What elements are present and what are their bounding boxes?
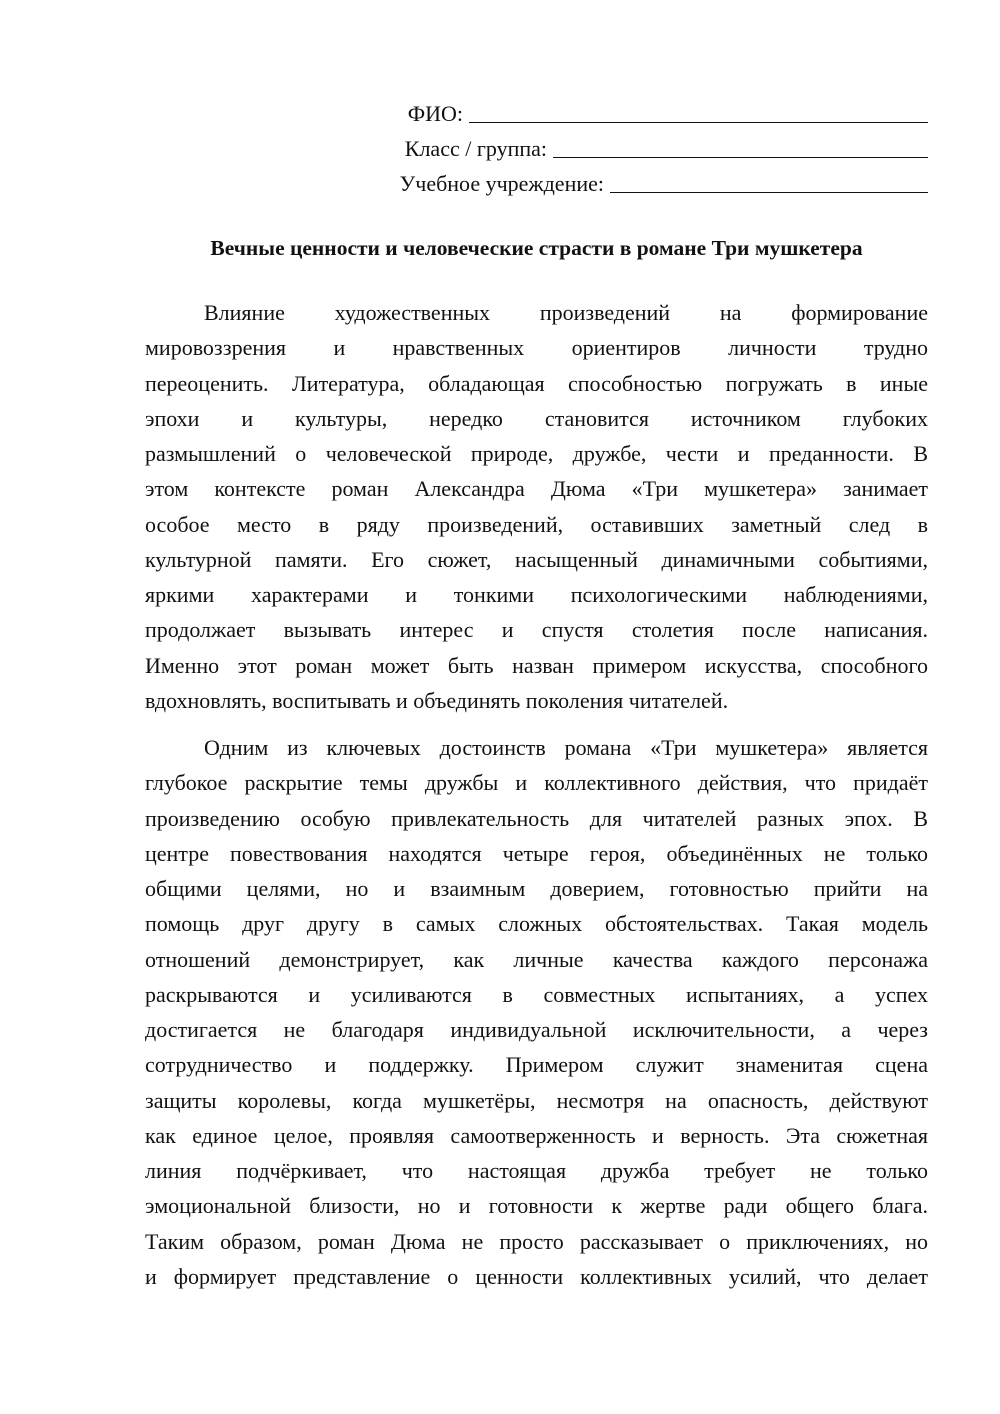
text-line: эпохи и культуры, нередко становится источником глубоких: [145, 405, 928, 431]
school-label: Учебное учреждение:: [399, 171, 604, 196]
text-line: эмоциональной близости, но и готовности к жертве ради общего блага.: [145, 1193, 928, 1219]
text-line: линия подчёркивает, что настоящая дружба требует не только: [145, 1158, 928, 1183]
text-line: помощь друг другу в самых сложных обстоятельствах. Такая модель: [145, 911, 928, 937]
text-line: Влияние художественных произведений на формирование: [204, 300, 928, 325]
text-line: центре повествования находятся четыре героя, объединённых не только: [145, 840, 928, 866]
text-line: культурной памяти. Его сюжет, насыщенный динамичными событиями,: [145, 546, 928, 572]
text-line: Таким образом, роман Дюма не просто рассказывает о приключениях, но: [145, 1228, 928, 1254]
text-line: размышлений о человеческой природе, дружбе, чести и преданности. В: [145, 441, 928, 466]
text-line: как единое целое, проявляя самоотверженность и верность. Эта сюжетная: [145, 1122, 928, 1148]
text-line: продолжает вызывать интерес и спустя столетия после написания.: [145, 617, 928, 643]
paragraph-2: [145, 730, 928, 1294]
school-blank-line: [610, 170, 928, 193]
class-blank-line: [553, 135, 928, 158]
text-line: мировоззрения и нравственных ориентиров личности трудно: [145, 335, 928, 361]
text-line: Одним из ключевых достоинств романа «Три мушкетера» является: [204, 735, 928, 760]
text-line: раскрываются и усиливаются в совместных испытаниях, а успех: [145, 981, 928, 1007]
text-line: особое место в ряду произведений, оставивших заметный след в: [145, 511, 928, 537]
class-label: Класс / группа:: [404, 136, 547, 161]
text-line: этом контексте роман Александра Дюма «Три мушкетера» занимает: [145, 476, 928, 502]
text-line: яркими характерами и тонкими психологическими наблюдениями,: [145, 582, 928, 607]
fio-blank-line: [469, 100, 928, 123]
text-line: глубокое раскрытие темы дружбы и коллективного действия, что придаёт: [145, 770, 928, 796]
text-line: достигается не благодаря индивидуальной исключительности, а через: [145, 1017, 928, 1042]
text-line: произведению особую привлекательность для читателей разных эпох. В: [145, 805, 928, 831]
fio-field: [0, 94, 928, 129]
class-field: [0, 129, 928, 164]
student-info-fields: [0, 94, 928, 199]
text-line: защиты королевы, когда мушкетёры, несмотря на опасность, действуют: [145, 1087, 928, 1113]
fio-label: ФИО:: [407, 101, 463, 126]
text-line: общими целями, но и взаимным доверием, готовностью прийти на: [145, 876, 928, 901]
essay-title: Вечные ценности и человеческие страсти в романе Три мушкетера: [210, 236, 863, 260]
text-line: вдохновлять, воспитывать и объединять поколения читателей.: [145, 687, 729, 713]
text-line: и формирует представление о ценности коллективных усилий, что делает: [145, 1263, 928, 1289]
text-line: отношений демонстрирует, как личные качества каждого персонажа: [145, 946, 928, 972]
school-field: [0, 164, 928, 199]
essay-body: [145, 295, 928, 1294]
paragraph-1: [145, 295, 928, 718]
text-line: сотрудничество и поддержку. Примером служит знаменитая сцена: [145, 1052, 928, 1078]
text-line: переоценить. Литература, обладающая способностью погружать в иные: [145, 370, 928, 396]
text-line: Именно этот роман может быть назван примером искусства, способного: [145, 652, 928, 678]
